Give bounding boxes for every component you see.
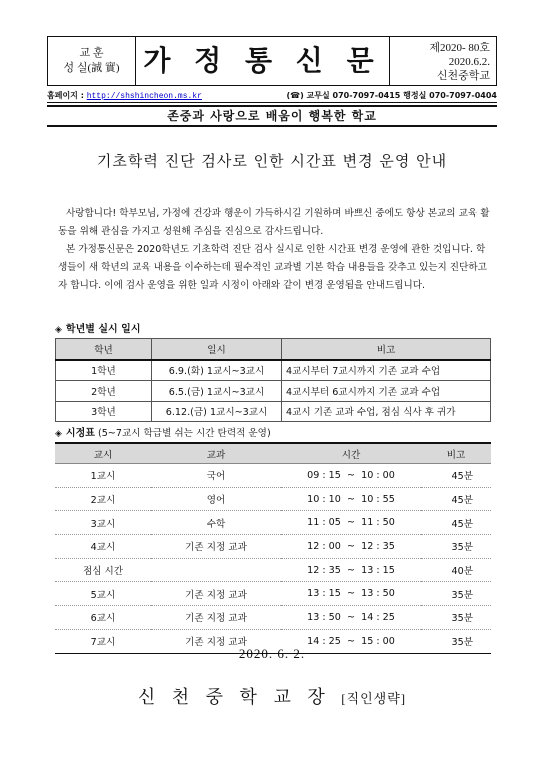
time-cell: 14 : 25 ~ 15 : 00 <box>281 629 421 653</box>
duration-cell: 40분 <box>421 558 491 582</box>
time-cell: 10 : 10 ~ 10 : 55 <box>281 487 421 511</box>
table-header: 시간 <box>281 443 421 464</box>
time-cell: 13 : 50 ~ 14 : 25 <box>281 606 421 630</box>
time-cell: 12 : 35 ~ 13 : 15 <box>281 558 421 582</box>
grade-schedule-table <box>55 338 491 422</box>
newsletter-header <box>47 36 497 86</box>
time-cell: 11 : 05 ~ 11 : 50 <box>281 511 421 535</box>
note-cell: 4교시부터 6교시까지 기존 교과 수업 <box>282 381 491 402</box>
duration-cell: 35분 <box>421 582 491 606</box>
note-cell: 4교시부터 7교시까지 기존 교과 수업 <box>282 360 491 381</box>
time-cell: 13 : 15 ~ 13 : 50 <box>281 582 421 606</box>
table-row <box>56 360 491 381</box>
issue-number: 제2020- 80호 <box>429 42 490 54</box>
homepage-link[interactable]: http://shshincheon.ms.kr <box>86 91 202 101</box>
note-cell: 4교시 기존 교과 수업, 점심 식사 후 귀가 <box>282 401 491 422</box>
homepage-label: 홈페이지 : <box>47 90 87 100</box>
duration-cell: 35분 <box>421 606 491 630</box>
time-cell: 12 : 00 ~ 12 : 35 <box>281 535 421 559</box>
grade-cell: 1학년 <box>56 360 152 381</box>
duration-cell: 35분 <box>421 535 491 559</box>
datetime-cell: 6.5.(금) 1교시~3교시 <box>152 381 282 402</box>
issue-meta <box>390 37 496 85</box>
homepage <box>47 90 202 101</box>
table-row <box>56 401 491 422</box>
principal-signature <box>47 683 497 709</box>
paragraph-greeting: 사랑합니다! 학부모님, 가정에 건강과 행운이 가득하시길 기원하며 바쁘신 중에도 항상 본교의 교육 활동을 위해 관심을 가지고 성원해 주심을 진심으로 감사드립니다. <box>58 208 490 237</box>
contact-info: (☎) 교무실 070-7097-0415 행정실 070-7097-0404 <box>286 90 497 100</box>
period-cell: 6교시 <box>55 606 151 630</box>
subject-cell: 기존 지정 교과 <box>151 582 281 606</box>
section-timetable <box>55 424 271 439</box>
table-row <box>55 582 491 606</box>
period-cell: 1교시 <box>55 464 151 488</box>
duration-cell: 45분 <box>421 487 491 511</box>
datetime-cell: 6.9.(화) 1교시~3교시 <box>152 360 282 381</box>
table-header: 일시 <box>152 339 282 360</box>
grade-cell: 2학년 <box>56 381 152 402</box>
table-row <box>55 487 491 511</box>
subject-cell: 국어 <box>151 464 281 488</box>
table-row <box>55 558 491 582</box>
table-row <box>55 535 491 559</box>
seal-omitted: [직인생략] <box>341 691 407 706</box>
table-row <box>56 381 491 402</box>
table-header: 교과 <box>151 443 281 464</box>
diamond-bullet-icon: ◈ <box>55 325 62 335</box>
school-motto <box>48 37 136 85</box>
subject-cell <box>151 558 281 582</box>
section-schedule-by-grade <box>55 320 141 335</box>
timetable-table <box>55 442 491 654</box>
table-header: 교시 <box>55 443 151 464</box>
motto-value: 성 실(誠 實) <box>63 62 120 74</box>
subject-cell: 기존 지정 교과 <box>151 629 281 653</box>
duration-cell: 35분 <box>421 629 491 653</box>
table-row <box>55 511 491 535</box>
diamond-bullet-icon: ◈ <box>55 429 62 439</box>
notice-title: 기초학력 진단 검사로 인한 시간표 변경 운영 안내 <box>96 152 448 170</box>
subject-cell: 기존 지정 교과 <box>151 535 281 559</box>
section-note: (5~7교시 학급별 쉬는 시간 탄력적 운영) <box>94 428 271 439</box>
issue-date-footer: 2020. 6. 2. <box>238 646 306 661</box>
period-cell: 점심 시간 <box>55 558 151 582</box>
period-cell: 4교시 <box>55 535 151 559</box>
period-cell: 2교시 <box>55 487 151 511</box>
table-header: 비고 <box>282 339 491 360</box>
time-cell: 09 : 15 ~ 10 : 00 <box>281 464 421 488</box>
table-row <box>55 606 491 630</box>
grade-cell: 3학년 <box>56 401 152 422</box>
period-cell: 7교시 <box>55 629 151 653</box>
newsletter-title: 가 정 통 신 문 <box>136 37 390 85</box>
duration-cell: 45분 <box>421 464 491 488</box>
section-title: 시정표 <box>65 428 95 439</box>
datetime-cell: 6.12.(금) 1교시~3교시 <box>152 401 282 422</box>
issue-date: 2020.6.2. <box>448 56 490 68</box>
table-row <box>55 464 491 488</box>
subject-cell: 기존 지정 교과 <box>151 606 281 630</box>
subject-cell: 영어 <box>151 487 281 511</box>
motto-label: 교 훈 <box>79 47 104 59</box>
paragraph-purpose: 본 가정통신문은 2020학년도 기초학력 진단 검사 실시로 인한 시간표 변경 운영에 관한 것입니다. 학생들이 새 학년의 교육 내용을 이수하는데 필수적인 교과별 기본 학습 내용들을 갖추고 있는지 진단하고자 합니다. 이에 검사 운영을 위한 일과 시정이 아래와 같이 변경 운영됨을 안내드립니다. <box>58 244 487 291</box>
table-header: 학년 <box>56 339 152 360</box>
info-bar <box>47 88 497 103</box>
duration-cell: 45분 <box>421 511 491 535</box>
school-slogan: 존중과 사랑으로 배움이 행복한 학교 <box>47 105 497 127</box>
school-name: 신천중학교 <box>436 70 490 82</box>
period-cell: 5교시 <box>55 582 151 606</box>
signature-name: 신 천 중 학 교 장 <box>137 687 331 707</box>
section-title: 학년별 실시 일시 <box>65 324 141 335</box>
table-header: 비고 <box>421 443 491 464</box>
period-cell: 3교시 <box>55 511 151 535</box>
subject-cell: 수학 <box>151 511 281 535</box>
